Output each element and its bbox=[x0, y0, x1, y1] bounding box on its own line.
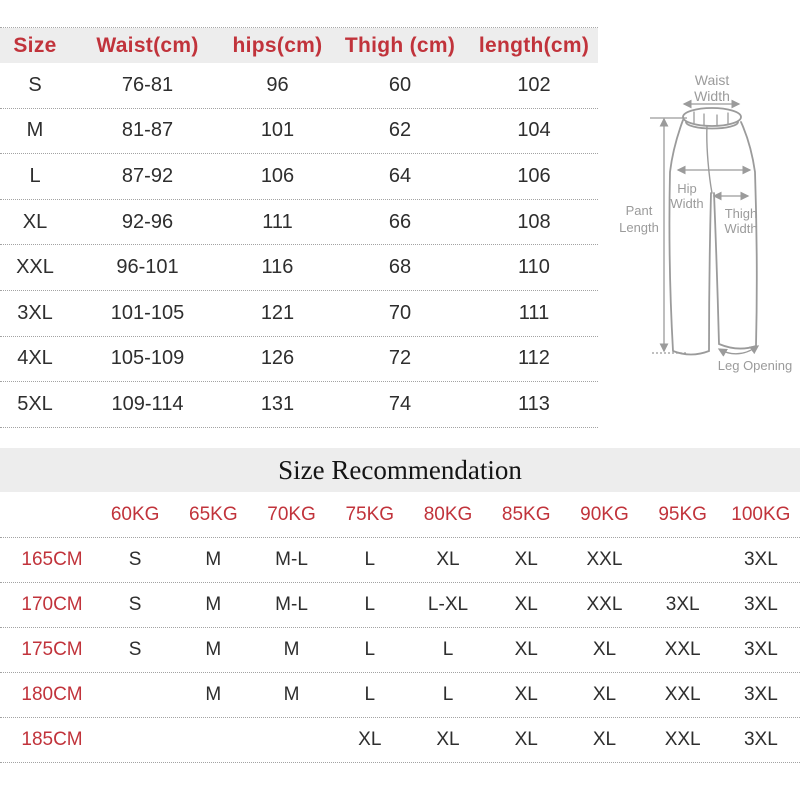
size-chart-table bbox=[0, 27, 598, 428]
table-cell: 101-105 bbox=[110, 301, 185, 324]
table-cell: 66 bbox=[388, 210, 412, 233]
table-cell: 111 bbox=[518, 301, 550, 324]
waist-width-label: Waist bbox=[694, 72, 730, 88]
table-cell: XL bbox=[358, 729, 382, 750]
table-cell: 3XL bbox=[17, 301, 53, 324]
table-cell: XL bbox=[592, 639, 617, 660]
table-cell: L bbox=[364, 549, 376, 570]
weight-column-header: 90KG bbox=[580, 503, 629, 525]
table-cell: 72 bbox=[388, 347, 412, 370]
size-recommendation-table bbox=[0, 492, 800, 763]
height-row-label: 170CM bbox=[21, 594, 83, 615]
table-row bbox=[0, 583, 800, 628]
weight-column-header: 75KG bbox=[345, 503, 395, 525]
table-cell: 102 bbox=[517, 73, 551, 96]
table-cell: XL bbox=[436, 729, 460, 750]
table-cell: XL bbox=[514, 639, 538, 660]
table-cell: 105-109 bbox=[110, 347, 185, 370]
table-cell: 81-87 bbox=[121, 119, 174, 142]
table-cell: S bbox=[128, 594, 142, 615]
table-cell: XL bbox=[22, 210, 48, 233]
table-cell: 113 bbox=[518, 392, 550, 415]
pant-length-label: Length bbox=[619, 220, 659, 235]
table-cell: M-L bbox=[275, 594, 308, 615]
table-cell: L bbox=[29, 164, 41, 187]
table-cell: 101 bbox=[260, 119, 295, 142]
table-row bbox=[0, 109, 598, 155]
height-row-label: 185CM bbox=[21, 729, 83, 750]
size-recommendation-title-band bbox=[0, 448, 800, 492]
table-cell: 108 bbox=[517, 210, 551, 233]
table-cell: L-XL bbox=[427, 594, 469, 615]
size-chart-header-row bbox=[0, 28, 598, 63]
table-cell: 3XL bbox=[743, 549, 778, 570]
table-cell: 4XL bbox=[17, 347, 53, 370]
column-header-length: length(cm) bbox=[478, 33, 590, 57]
table-row bbox=[0, 538, 800, 583]
table-row bbox=[0, 63, 598, 109]
table-cell: XXL bbox=[16, 256, 54, 279]
table-cell: XXL bbox=[664, 729, 701, 750]
table-cell: XXL bbox=[664, 639, 701, 660]
column-header-waist: Waist(cm) bbox=[96, 33, 199, 57]
table-cell: XL bbox=[436, 549, 460, 570]
table-row bbox=[0, 337, 598, 383]
size-recommendation-title: Size Recommendation bbox=[278, 454, 522, 485]
weight-column-header: 95KG bbox=[658, 503, 707, 525]
table-row bbox=[0, 718, 800, 763]
table-cell: 3XL bbox=[743, 684, 778, 705]
pants-measurement-diagram bbox=[610, 62, 800, 377]
table-cell: L bbox=[364, 594, 376, 615]
table-row bbox=[0, 382, 598, 428]
weight-column-header: 70KG bbox=[267, 503, 316, 525]
table-cell: 3XL bbox=[743, 639, 778, 660]
weight-column-header: 60KG bbox=[110, 503, 160, 525]
column-header-size: Size bbox=[13, 33, 57, 57]
thigh-width-label: Thigh bbox=[724, 206, 758, 221]
table-cell: 112 bbox=[518, 347, 550, 370]
column-header-hips: hips(cm) bbox=[232, 33, 323, 57]
table-cell: XXL bbox=[664, 684, 701, 705]
table-cell: L bbox=[442, 684, 454, 705]
weight-column-header: 100KG bbox=[731, 503, 791, 525]
table-cell: 111 bbox=[262, 210, 293, 233]
table-cell: XL bbox=[514, 684, 538, 705]
table-cell: 96-101 bbox=[116, 256, 179, 279]
table-cell: M bbox=[205, 549, 222, 570]
table-cell: L bbox=[364, 639, 376, 660]
height-row-label: 175CM bbox=[21, 639, 83, 660]
table-cell: XXL bbox=[586, 594, 623, 615]
table-cell: S bbox=[128, 639, 142, 660]
table-row bbox=[0, 291, 598, 337]
height-row-label: 165CM bbox=[21, 549, 83, 570]
table-cell: S bbox=[28, 73, 42, 96]
table-cell: XL bbox=[514, 594, 538, 615]
table-cell: M bbox=[205, 639, 222, 660]
table-cell: 92-96 bbox=[121, 210, 174, 233]
table-row bbox=[0, 628, 800, 673]
table-cell: 104 bbox=[517, 119, 551, 142]
table-cell: L bbox=[364, 684, 376, 705]
table-cell: 3XL bbox=[665, 594, 700, 615]
leg-opening-label: Leg Opening bbox=[717, 358, 793, 373]
table-cell: 68 bbox=[388, 256, 412, 279]
table-cell: XL bbox=[514, 729, 538, 750]
table-cell: 131 bbox=[260, 392, 295, 415]
table-cell: XXL bbox=[586, 549, 623, 570]
table-cell: M-L bbox=[275, 549, 308, 570]
waist-width-label: Width bbox=[694, 88, 730, 104]
table-cell: 109-114 bbox=[111, 392, 184, 415]
column-header-thigh: Thigh (cm) bbox=[344, 33, 456, 57]
table-cell: 121 bbox=[260, 301, 295, 324]
weight-column-header: 65KG bbox=[189, 503, 238, 525]
table-cell: 116 bbox=[261, 256, 294, 279]
thigh-width-label: Width bbox=[724, 221, 758, 236]
weight-header-row bbox=[0, 492, 800, 538]
table-cell: 106 bbox=[517, 164, 551, 187]
hip-width-label: Width bbox=[670, 196, 704, 211]
table-cell: 62 bbox=[388, 119, 412, 142]
table-cell: 74 bbox=[388, 392, 412, 415]
table-cell: XL bbox=[514, 549, 538, 570]
table-cell: 64 bbox=[388, 164, 412, 187]
table-cell: L bbox=[442, 639, 454, 660]
table-row bbox=[0, 673, 800, 718]
table-cell: 5XL bbox=[17, 392, 53, 415]
weight-column-header: 85KG bbox=[501, 503, 551, 525]
pant-length-label: Pant bbox=[625, 203, 653, 218]
table-cell: M bbox=[205, 684, 222, 705]
table-cell: XL bbox=[592, 684, 617, 705]
table-cell: M bbox=[26, 119, 44, 142]
table-cell: S bbox=[128, 549, 142, 570]
table-cell: 3XL bbox=[743, 594, 778, 615]
height-row-label: 180CM bbox=[21, 684, 83, 705]
table-cell: 106 bbox=[260, 164, 295, 187]
table-cell: 126 bbox=[260, 347, 295, 370]
table-cell: M bbox=[283, 639, 300, 660]
table-cell: 76-81 bbox=[121, 73, 174, 96]
table-cell: M bbox=[283, 684, 300, 705]
table-cell: 110 bbox=[518, 256, 550, 279]
table-cell: M bbox=[205, 594, 222, 615]
table-row bbox=[0, 200, 598, 246]
weight-column-header: 80KG bbox=[423, 503, 473, 525]
table-row bbox=[0, 245, 598, 291]
table-cell: 60 bbox=[388, 73, 412, 96]
table-cell: XL bbox=[592, 729, 617, 750]
table-row bbox=[0, 154, 598, 200]
table-cell: 3XL bbox=[743, 729, 778, 750]
hip-width-label: Hip bbox=[677, 181, 697, 196]
table-cell: 87-92 bbox=[121, 164, 174, 187]
table-cell: 96 bbox=[266, 73, 289, 96]
table-cell: 70 bbox=[388, 301, 412, 324]
